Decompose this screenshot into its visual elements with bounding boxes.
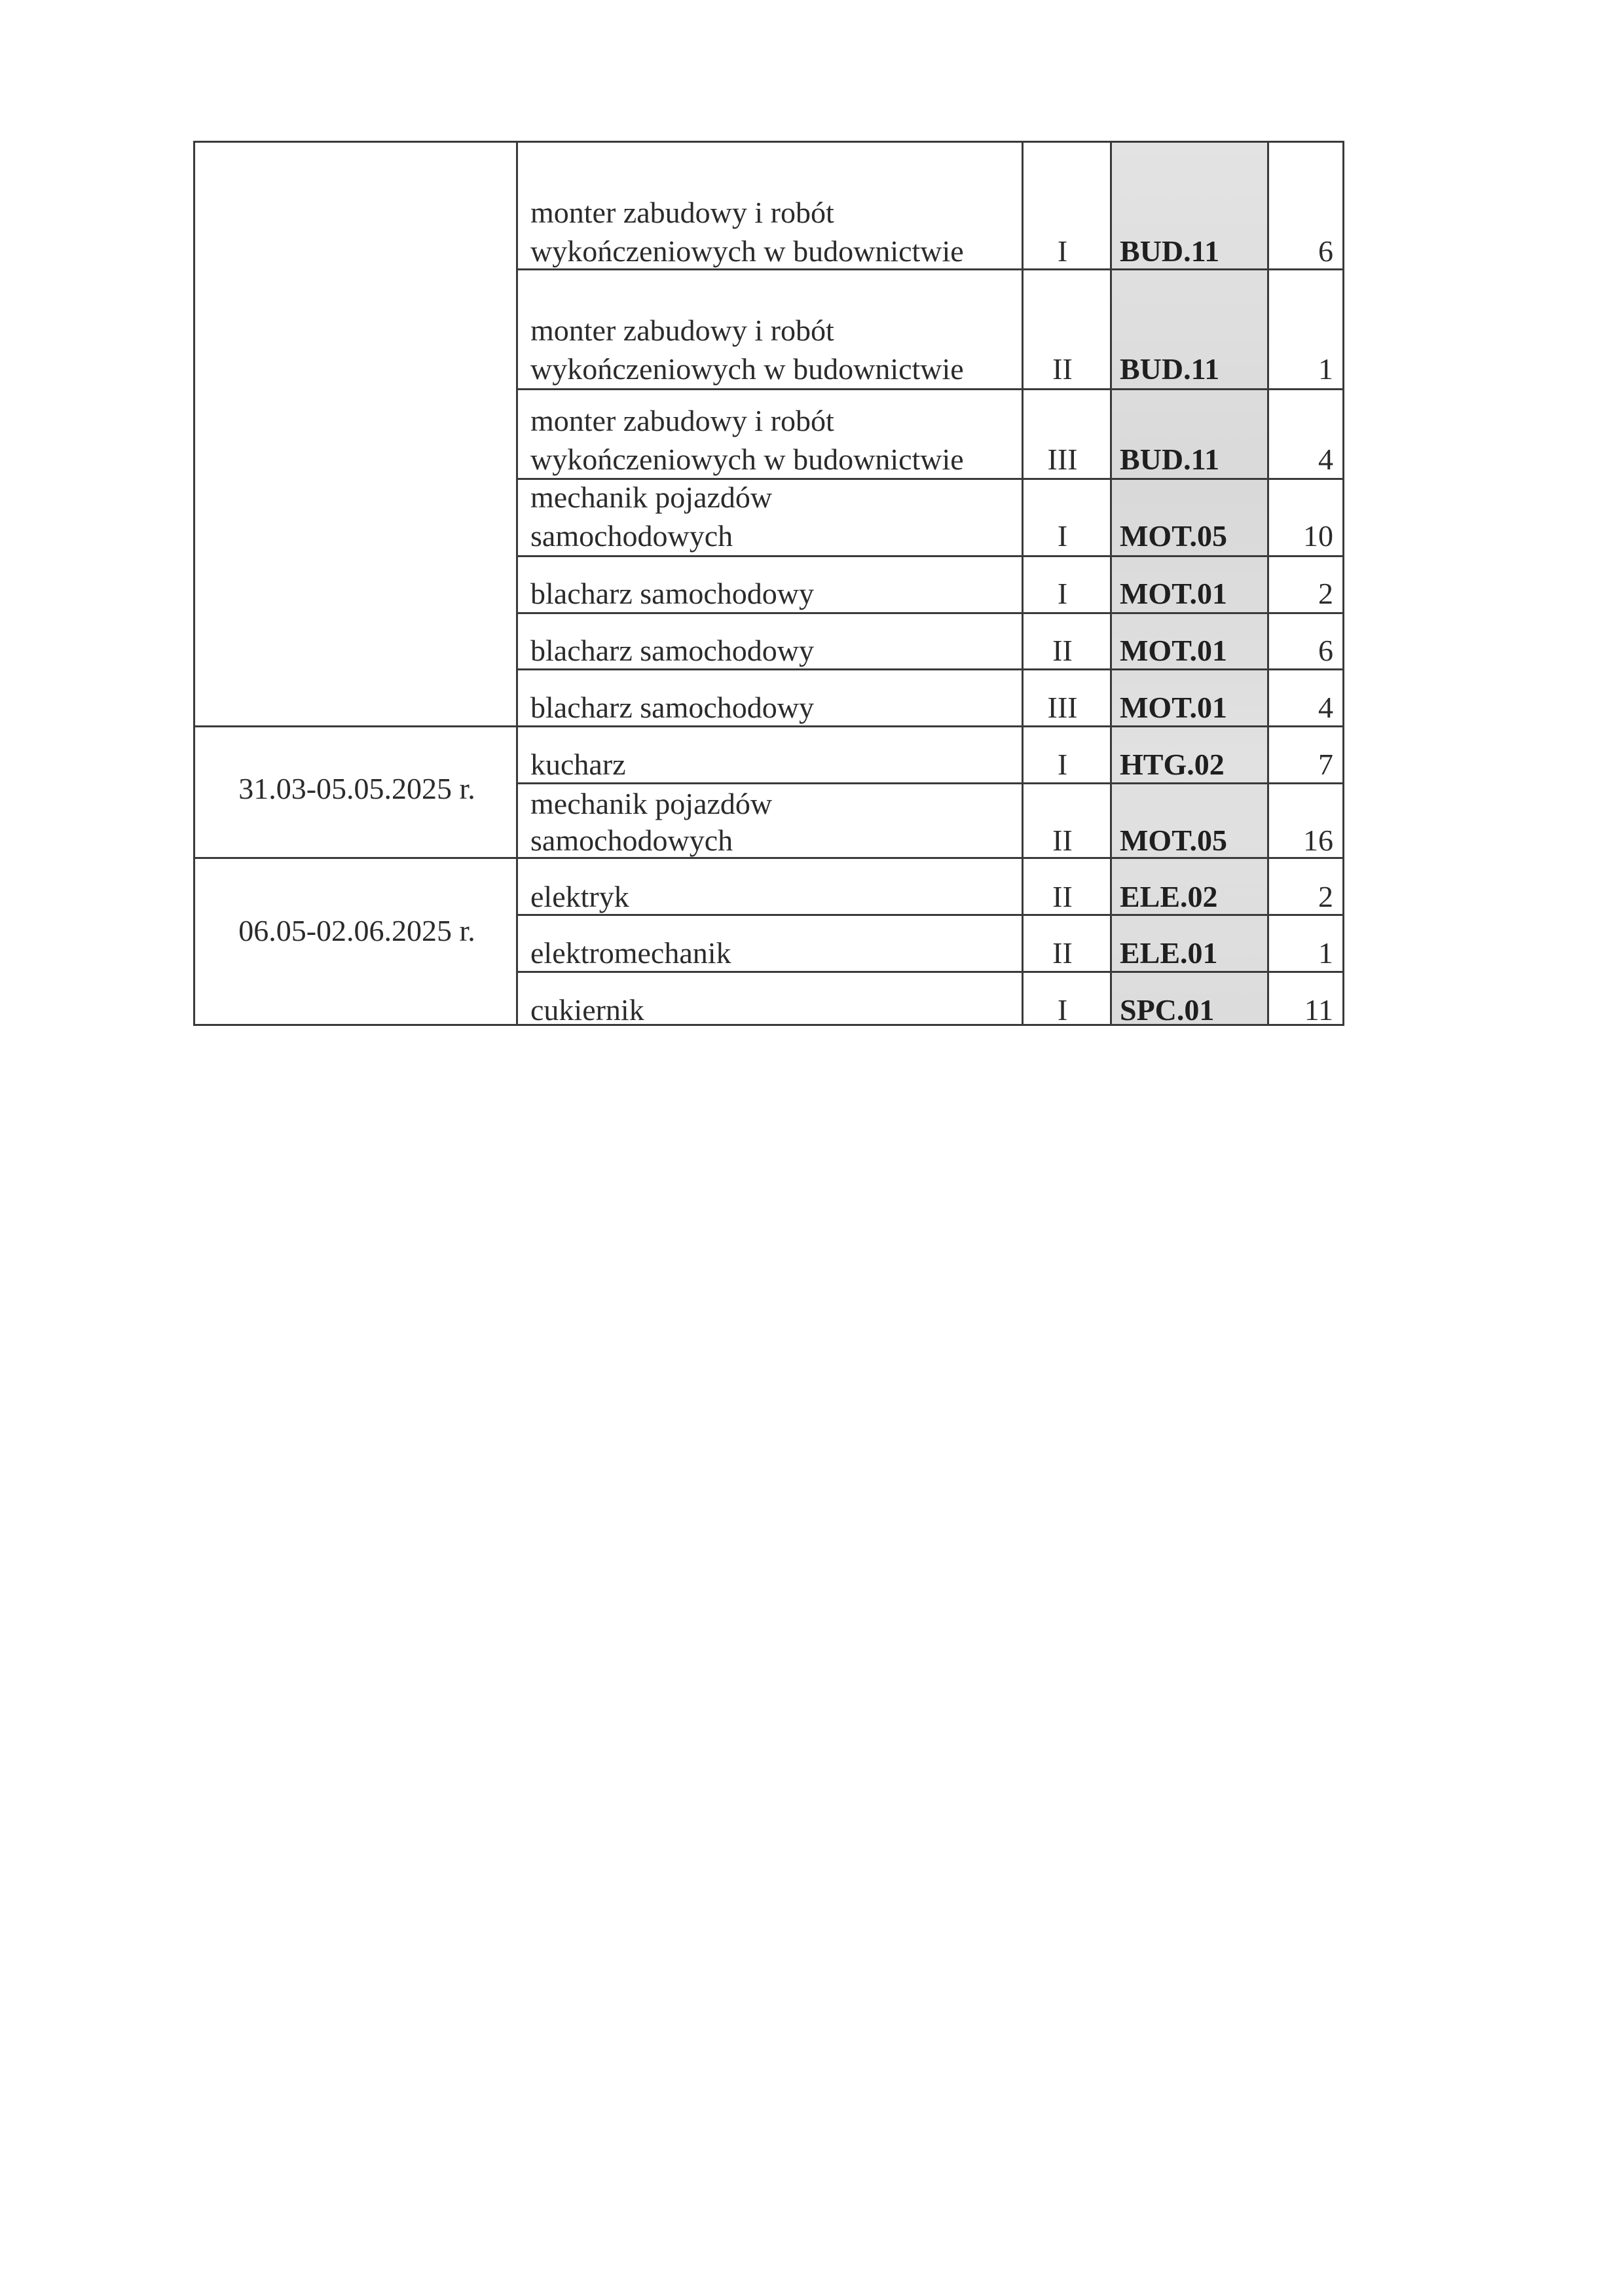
student-count: 1 [1318,936,1333,970]
class-level: II [1052,880,1073,913]
table-border [193,141,1344,1026]
row-divider [516,668,1344,670]
qualification-code: MOT.05 [1120,519,1227,553]
class-level: I [1057,519,1068,553]
qualification-code: MOT.01 [1120,634,1227,667]
row-divider [516,388,1344,390]
student-count: 6 [1318,634,1333,667]
row-divider [516,268,1344,270]
class-level: III [1047,691,1078,724]
class-level: I [1057,577,1068,610]
occupation-name: elektryk [530,880,629,913]
column-divider [1110,141,1112,1026]
row-divider [516,555,1344,557]
qualification-code: BUD.11 [1120,234,1220,268]
student-count: 10 [1303,519,1333,553]
occupation-name-line2: samochodowych [530,824,733,857]
occupation-name-line1: mechanik pojazdów [530,787,773,820]
occupation-name-line1: mechanik pojazdów [530,481,773,514]
row-divider [516,478,1344,480]
class-level: I [1057,234,1068,268]
period-label: 06.05-02.06.2025 r. [238,914,475,947]
class-level: I [1057,993,1068,1027]
qualification-code: MOT.01 [1120,577,1227,610]
class-level: III [1047,443,1078,476]
occupation-name-line2: wykończeniowych w budownictwie [530,443,964,476]
class-level: II [1052,936,1073,970]
occupation-name-line2: samochodowych [530,519,733,553]
period-divider [193,725,1344,727]
occupation-name-line1: monter zabudowy i robót [530,404,834,437]
occupation-name-line1: monter zabudowy i robót [530,314,834,347]
student-count: 4 [1318,691,1333,724]
occupation-name-line2: wykończeniowych w budownictwie [530,352,964,386]
row-divider [516,782,1344,784]
qualification-code: SPC.01 [1120,993,1215,1027]
qualification-code: MOT.05 [1120,824,1227,857]
row-divider [516,971,1344,973]
student-count: 11 [1304,993,1333,1027]
occupation-name: blacharz samochodowy [530,634,815,667]
class-level: I [1057,748,1068,781]
column-divider [1267,141,1269,1026]
student-count: 4 [1318,443,1333,476]
occupation-name-line1: monter zabudowy i robót [530,196,834,229]
column-divider [516,141,518,1026]
student-count: 16 [1303,824,1333,857]
student-count: 2 [1318,880,1333,913]
qualification-code: ELE.02 [1120,880,1218,913]
class-level: II [1052,824,1073,857]
class-level: II [1052,352,1073,386]
occupation-name: kucharz [530,748,626,781]
student-count: 7 [1318,748,1333,781]
student-count: 6 [1318,234,1333,268]
occupation-name: cukiernik [530,993,644,1027]
qualification-code: BUD.11 [1120,352,1220,386]
occupation-name: blacharz samochodowy [530,691,815,724]
row-divider [516,914,1344,916]
period-label: 31.03-05.05.2025 r. [238,772,475,805]
student-count: 2 [1318,577,1333,610]
qualification-code: BUD.11 [1120,443,1220,476]
row-divider [516,612,1344,614]
student-count: 1 [1318,352,1333,386]
column-divider [1022,141,1024,1026]
qualification-code: HTG.02 [1120,748,1225,781]
occupation-name: elektromechanik [530,936,731,970]
schedule-table [193,141,1344,1026]
qualification-code: ELE.01 [1120,936,1218,970]
qualification-code: MOT.01 [1120,691,1227,724]
period-divider [193,857,1344,859]
class-level: II [1052,634,1073,667]
occupation-name-line2: wykończeniowych w budownictwie [530,234,964,268]
occupation-name: blacharz samochodowy [530,577,815,610]
